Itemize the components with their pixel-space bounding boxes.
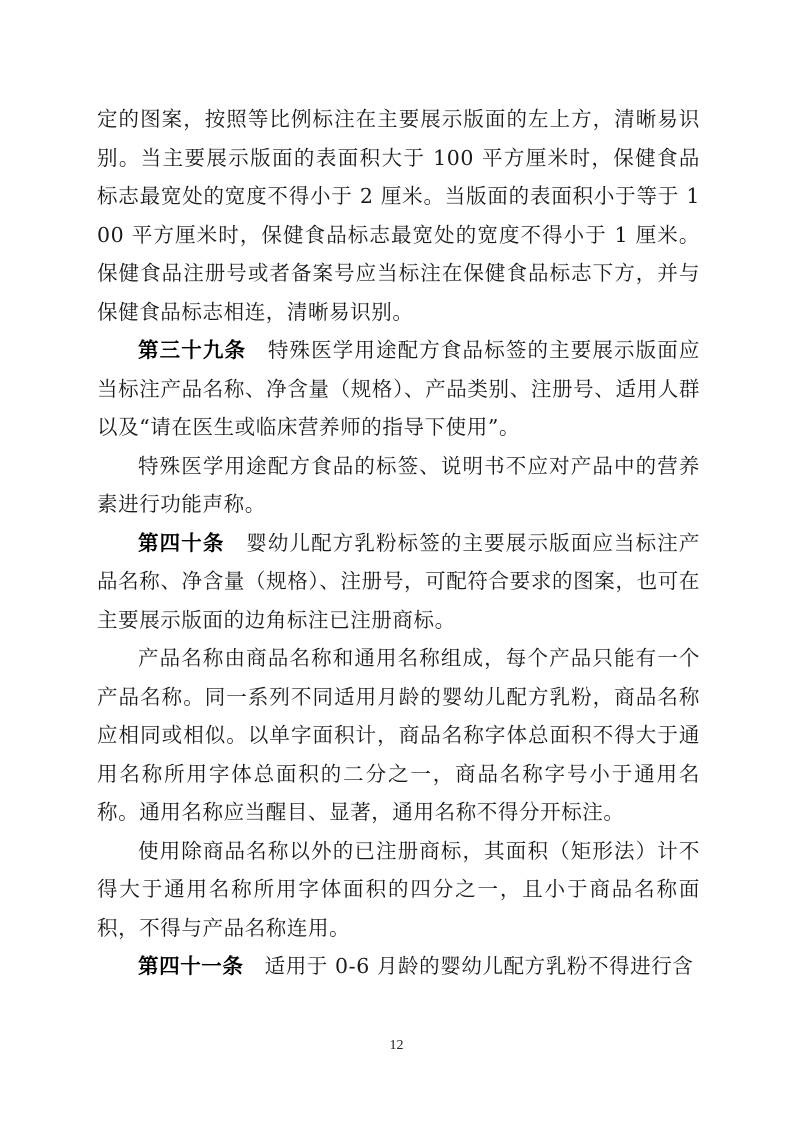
paragraph-text: 定的图案，按照等比例标注在主要展示版面的左上方，清晰易识别。当主要展示版面的表面积大于 100 平方厘米时，保健食品标志最宽处的宽度不得小于 2 厘米。当版面的表面积小于等于 100 平方厘米时，保健食品标志最宽处的宽度不得小于 1 厘米。保健食品注册号或者备案号应当标注在保健食品标志下方，并与保健食品标志相连，清晰易识别。 [97,107,700,324]
paragraph-text: 使用除商品名称以外的已注册商标，其面积（矩形法）计不得大于通用名称所用字体面积的四分之一，且小于商品名称面积，不得与产品名称连用。 [97,838,700,940]
paragraph-article-39 [97,331,700,447]
paragraph-text: 特殊医学用途配方食品的标签、说明书不应对产品中的营养素进行功能声称。 [97,453,700,516]
paragraph-5 [97,639,700,832]
body-text [97,100,700,986]
paragraph-article-40 [97,524,700,640]
article-number-41: 第四十一条 [138,954,244,978]
paragraph-1 [97,100,700,331]
paragraph-text: 婴幼儿配方乳粉标签的主要展示版面应当标注产品名称、净含量（规格）、注册号，可配符合要求的图案，也可在主要展示版面的边角标注已注册商标。 [97,530,700,632]
paragraph-text: 产品名称由商品名称和通用名称组成，每个产品只能有一个产品名称。同一系列不同适用月龄的婴幼儿配方乳粉，商品名称应相同或相似。以单字面积计，商品名称字体总面积不得大于通用名称所用字体总面积的二分之一，商品名称字号小于通用名称。通用名称应当醒目、显著，通用名称不得分开标注。 [97,646,700,824]
paragraph-text: 适用于 0-6 月龄的婴幼儿配方乳粉不得进行含 [264,954,694,978]
article-number-39: 第三十九条 [138,338,247,362]
article-number-40: 第四十条 [138,530,225,555]
paragraph-6 [97,832,700,948]
paragraph-3 [97,447,700,524]
page-number: 12 [389,1038,404,1053]
paragraph-article-41 [97,947,700,986]
paragraph-text: 特殊医学用途配方食品标签的主要展示版面应当标注产品名称、净含量（规格）、产品类别、注册号、适用人群以及“请在医生或临床营养师的指导下使用”。 [97,338,701,439]
